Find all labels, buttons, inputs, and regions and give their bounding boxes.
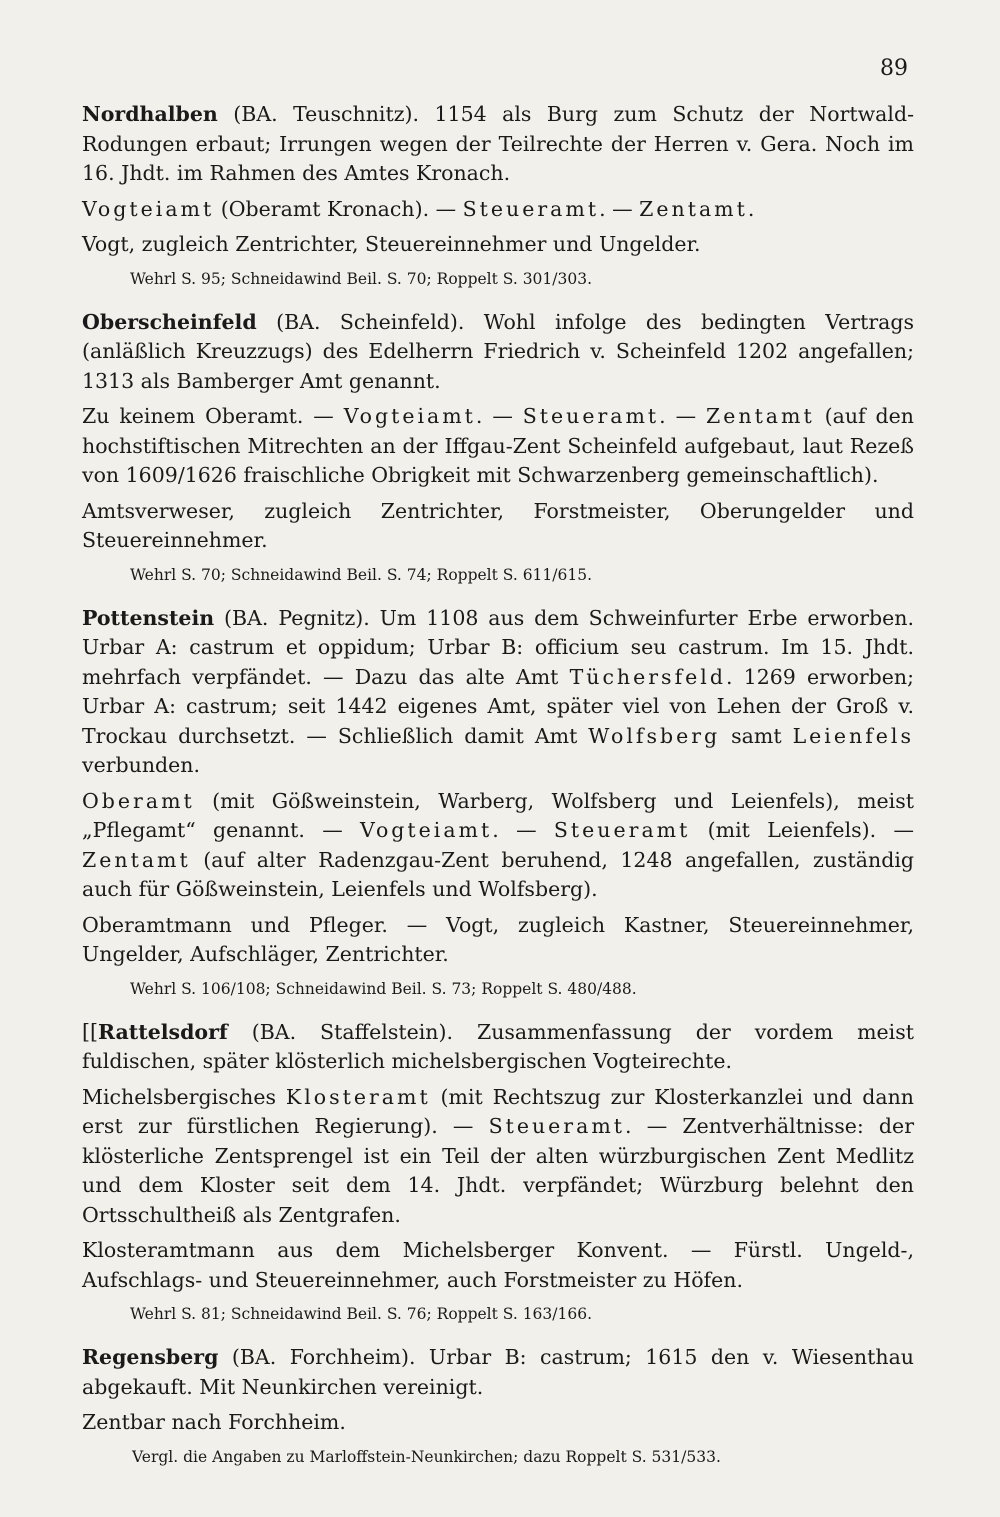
office-text: . — <box>599 196 640 221</box>
office-term: Steueramt <box>462 196 600 221</box>
office-text: (auf den hochstiftischen Mitrechten an der Iffgau-Zent Scheinfeld aufgebaut, laut Rezeß von 1609/1626 fraischliche Obrigkeit mit Schwarzenberg gemeinschaftlich). <box>82 404 914 487</box>
entry-description <box>82 1018 914 1077</box>
office-text: (auf alter Radenzgau-Zent beruhend, 1248 angefallen, zuständig auch für Gößweinstein, Leienfels und Wolfsberg). <box>82 847 914 901</box>
entry-nordhalben <box>82 100 914 292</box>
entry-reference: Vergl. die Angaben zu Marloffstein-Neunkirchen; dazu Roppelt S. 531/533. <box>132 1447 721 1466</box>
entry-description <box>82 100 914 189</box>
office-text: . — <box>492 818 554 842</box>
office-text: Zu keinem Oberamt. — <box>82 404 344 428</box>
office-term: Zentamt <box>705 404 815 428</box>
office-term: Zentamt <box>639 196 748 221</box>
entry-reference: Wehrl S. 106/108; Schneidawind Beil. S. 73; Roppelt S. 480/488. <box>130 979 637 998</box>
entry-offices <box>82 1083 914 1231</box>
entry-description-text: (BA. Teuschnitz). 1154 als Burg zum Schutz der Nortwald-Rodungen erbaut; Irrungen wegen der Teilrechte der Herren v. Gera. Noch im 16. Jhdt. im Rahmen des Amtes Kronach. <box>82 102 914 185</box>
office-term: Tüchersfeld <box>569 664 726 689</box>
entry-description-text: samt <box>720 723 793 748</box>
office-text: . <box>747 196 755 221</box>
office-text: (Oberamt Kronach). — <box>214 196 463 221</box>
office-term: Steueramt <box>522 404 660 428</box>
entry-description <box>82 604 914 781</box>
entry-reference: Wehrl S. 81; Schneidawind Beil. S. 76; Roppelt S. 163/166. <box>130 1305 593 1323</box>
entry-offices <box>82 787 914 905</box>
entry-reference: Wehrl S. 70; Schneidawind Beil. S. 74; Roppelt S. 611/615. <box>130 565 593 584</box>
office-term: Wolfsberg <box>588 723 721 748</box>
entry-heading: Oberscheinfeld <box>82 309 257 334</box>
office-term: Steueramt <box>553 818 691 842</box>
bracket-prefix: [[ <box>82 1019 98 1044</box>
text-block <box>82 100 914 1486</box>
entry-reference: Wehrl S. 95; Schneidawind Beil. S. 70; Roppelt S. 301/303. <box>130 269 593 288</box>
office-text: . — <box>659 404 706 428</box>
office-term: Oberamt <box>82 788 195 813</box>
office-term: Zentamt <box>82 847 191 872</box>
entry-description-text: (BA. Staffelstein). Zusammenfassung der vordem meist fuldischen, später klösterlich michelsbergischen Vogteirechte. <box>82 1019 914 1073</box>
entry-regensberg <box>82 1343 914 1470</box>
entry-description-text: (BA. Pegnitz). Um 1108 aus dem Schweinfurter Erbe erworben. Urbar A: castrum et oppidum; Urbar B: officium seu castrum. Im 15. Jhdt. mehrfach verpfändet. — Dazu das alte Amt <box>82 605 914 689</box>
office-text: (mit Leienfels). — <box>690 818 914 842</box>
office-text: (mit Gößweinstein, Warberg, Wolfsberg und Leienfels), meist „Pflegamt“ genannt. — <box>82 788 914 842</box>
office-term: Vogteiamt <box>82 196 215 221</box>
office-text: . — <box>475 404 523 428</box>
entry-heading: Rattelsdorf <box>98 1019 228 1044</box>
office-text: Michelsbergisches <box>82 1084 286 1109</box>
entry-description-text: verbunden. <box>82 753 201 777</box>
office-term: Vogteiamt <box>360 818 493 842</box>
entry-oberscheinfeld <box>82 308 914 588</box>
entry-description-text: . 1269 erworben; Urbar A: castrum; seit 1442 eigenes Amt, später viel von Lehen der Groß v. Trockau durchsetzt. — Schließlich damit Amt <box>82 664 914 748</box>
entry-description-text: (BA. Scheinfeld). Wohl infolge des bedingten Vertrags (anläßlich Kreuzzugs) des Edelherrn Friedrich v. Scheinfeld 1202 angefallen; 1313 als Bamberger Amt genannt. <box>82 309 914 393</box>
entry-description <box>82 308 914 397</box>
page-number: 89 <box>880 56 908 81</box>
entry-officials: Vogt, zugleich Zentrichter, Steuereinnehmer und Ungelder. <box>82 232 701 256</box>
entry-offices: Zentbar nach Forchheim. <box>82 1410 346 1434</box>
entry-rattelsdorf <box>82 1018 914 1328</box>
office-term: Steueramt <box>488 1114 626 1138</box>
office-term: Vogteiamt <box>343 404 476 428</box>
entry-officials: Klosteramtmann aus dem Michelsberger Konvent. — Fürstl. Ungeld-, Aufschlags- und Steuereinnehmer, auch Forstmeister zu Höfen. <box>82 1238 914 1292</box>
entry-heading: Regensberg <box>82 1345 219 1369</box>
office-term: Leienfels <box>792 723 914 748</box>
entry-heading: Pottenstein <box>82 605 215 630</box>
office-text: (mit Rechtszug zur Klosterkanzlei und dann erst zur fürstlichen Regierung). — <box>82 1084 914 1138</box>
entry-pottenstein <box>82 604 914 1002</box>
office-text: . — Zentverhältnisse: der klösterliche Zentsprengel ist ein Teil der alten würzburgischen Zent Medlitz und dem Kloster seit dem 14. Jhdt. verpfändet; Würzburg belehnt den Ortsschultheiß als Zentgrafen. <box>82 1114 914 1227</box>
entry-officials: Oberamtmann und Pfleger. — Vogt, zugleich Kastner, Steuereinnehmer, Ungelder, Aufschläger, Zentrichter. <box>82 912 914 966</box>
office-term: Klosteramt <box>285 1084 431 1109</box>
entry-description <box>82 1343 914 1402</box>
entry-heading: Nordhalben <box>82 102 218 126</box>
entry-offices <box>82 195 914 225</box>
entry-offices <box>82 402 914 491</box>
entry-description-text: (BA. Forchheim). Urbar B: castrum; 1615 den v. Wiesenthau abgekauft. Mit Neunkirchen vereinigt. <box>82 1345 914 1399</box>
entry-officials: Amtsverweser, zugleich Zentrichter, Forstmeister, Oberungelder und Steuereinnehmer. <box>82 498 914 552</box>
